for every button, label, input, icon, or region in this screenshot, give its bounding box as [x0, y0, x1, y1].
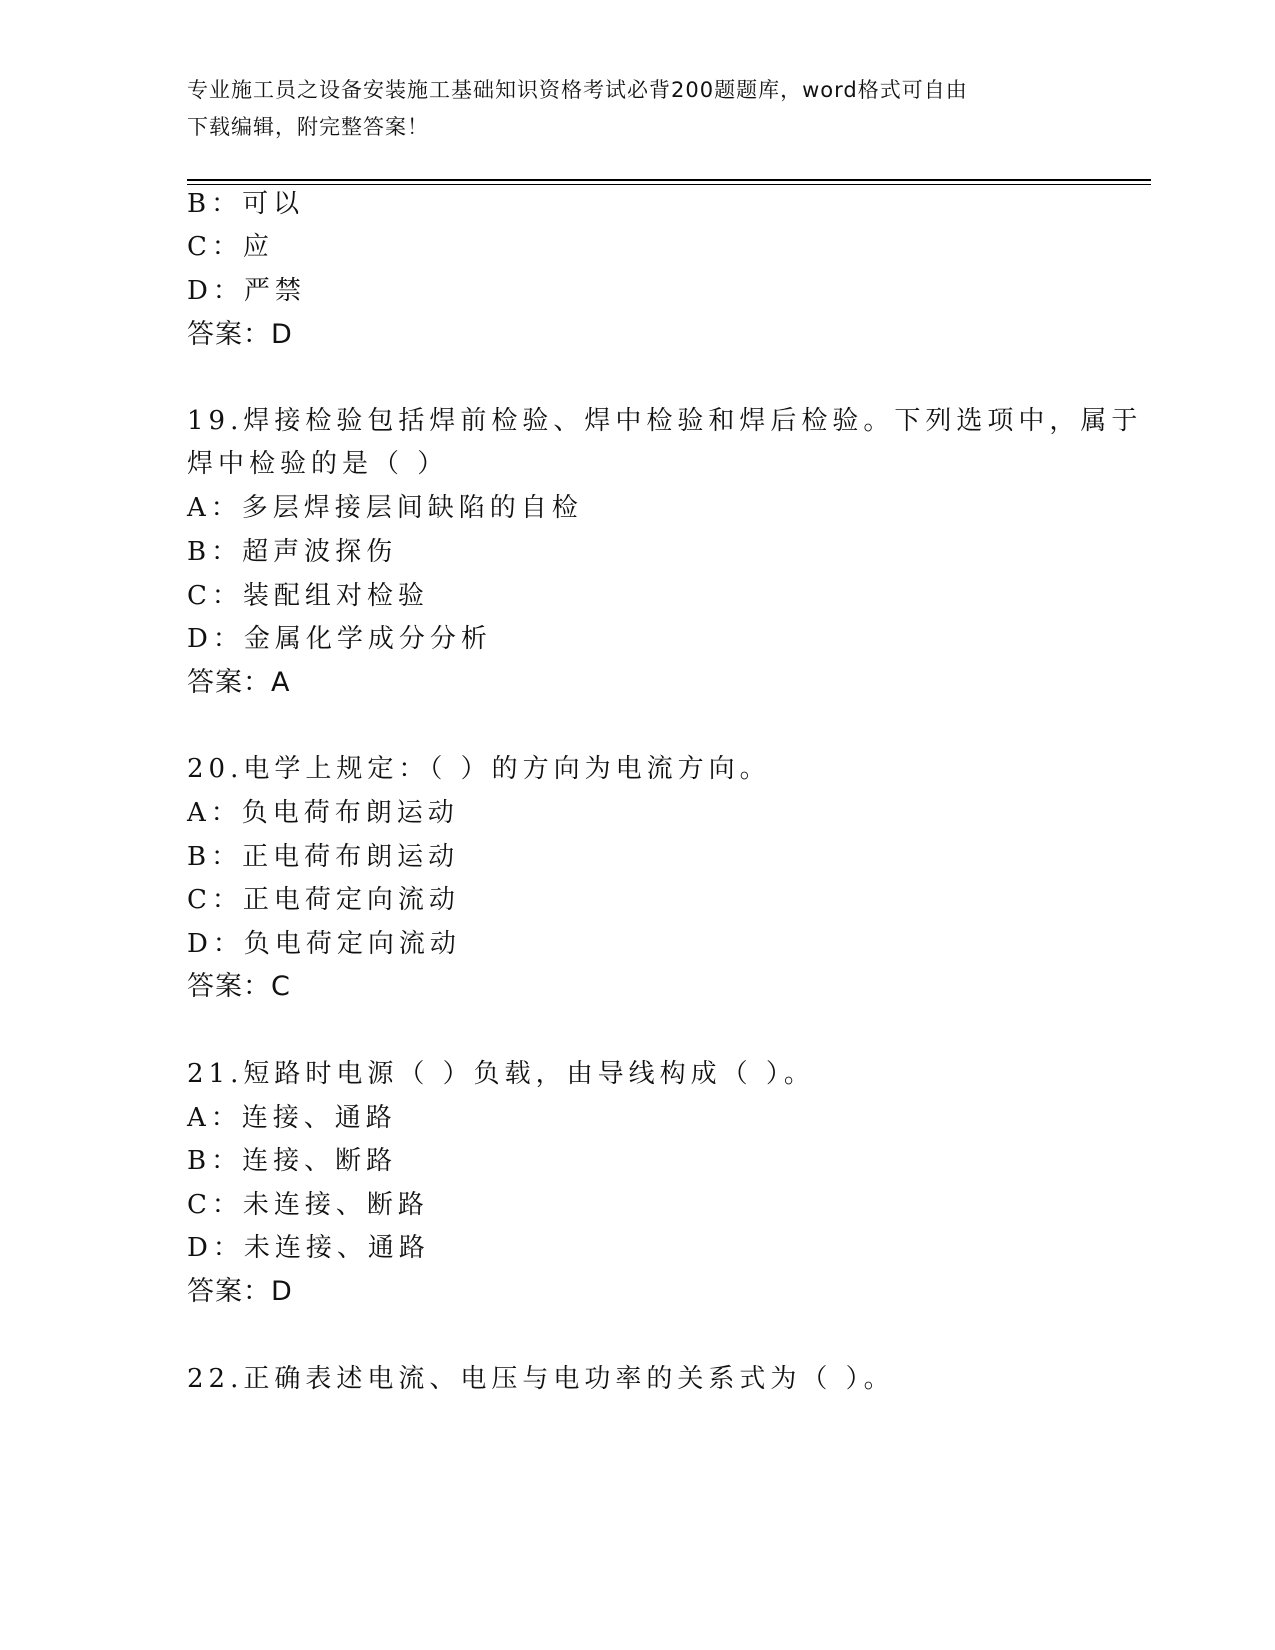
q21-answer: 答案：D — [187, 1276, 293, 1307]
q20-answer: 答案：C — [187, 971, 291, 1002]
q18-option-b: B：可以 — [187, 189, 305, 219]
q18-answer: 答案：D — [187, 319, 293, 350]
q20-stem: 20.电学上规定：（ ）的方向为电流方向。 — [187, 754, 771, 784]
q22-stem: 22.正确表述电流、电压与电功率的关系式为（ ）。 — [187, 1364, 895, 1394]
q19-option-d: D：金属化学成分分析 — [187, 624, 492, 654]
q21-option-d: D：未连接、通路 — [187, 1233, 430, 1263]
header-line-2: 下载编辑，附完整答案！ — [187, 115, 429, 139]
q19-stem-line-1: 19.焊接检验包括焊前检验、焊中检验和焊后检验。下列选项中，属于 — [187, 406, 1143, 436]
header-line-1: 专业施工员之设备安装施工基础知识资格考试必背200题题库，word格式可自由 — [187, 78, 968, 102]
q19-option-a: A：多层焊接层间缺陷的自检 — [187, 493, 583, 523]
document-header — [187, 72, 1087, 146]
q21-option-a: A：连接、通路 — [187, 1103, 397, 1133]
q19-stem-line-2: 焊中检验的是（ ） — [187, 449, 449, 479]
q21-stem: 21.短路时电源（ ）负载，由导线构成（ ）。 — [187, 1059, 815, 1089]
q19-answer: 答案：A — [187, 667, 291, 698]
q19-option-b: B：超声波探伤 — [187, 537, 398, 567]
header-divider-thick — [187, 179, 1151, 181]
q19-option-c: C：装配组对检验 — [187, 581, 429, 611]
q18-option-d: D：严禁 — [187, 276, 306, 306]
q20-option-b: B：正电荷布朗运动 — [187, 842, 460, 872]
q18-option-c: C：应 — [187, 232, 274, 262]
header-divider-thin — [187, 184, 1151, 185]
q20-option-d: D：负电荷定向流动 — [187, 929, 461, 959]
q21-option-b: B：连接、断路 — [187, 1146, 398, 1176]
q20-option-a: A：负电荷布朗运动 — [187, 798, 459, 828]
q20-option-c: C：正电荷定向流动 — [187, 885, 460, 915]
q21-option-c: C：未连接、断路 — [187, 1190, 429, 1220]
